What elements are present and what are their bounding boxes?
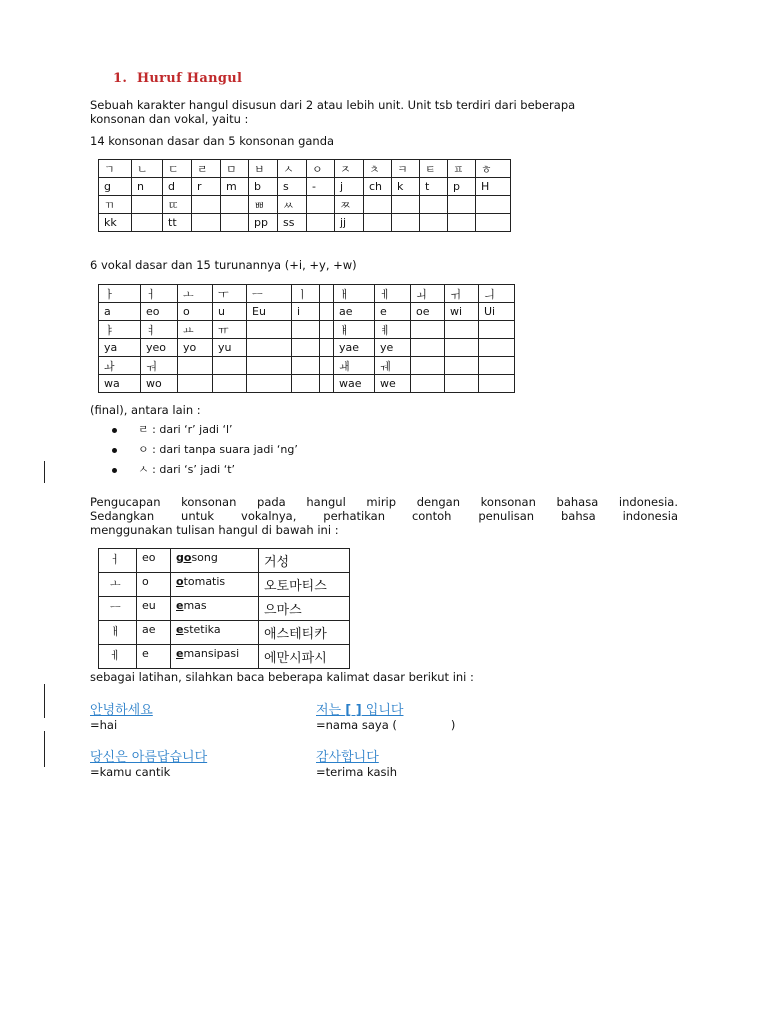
final-caption: (final), antara lain :	[90, 403, 201, 417]
table-cell: ㅇ	[307, 160, 335, 178]
phrase-hello-meaning: =hai	[90, 718, 118, 732]
table-row	[99, 214, 511, 232]
consonant-table	[98, 159, 511, 232]
table-cell: ㅖ	[375, 321, 411, 339]
vowel-caption: 6 vokal dasar dan 15 turunannya (+i, +y, +w)	[90, 258, 357, 272]
table-cell	[178, 375, 213, 393]
pron-line-1: Pengucapan konsonan pada hangul mirip dengan konsonan bahasa indonesia.	[90, 495, 678, 509]
table-cell: Ui	[479, 303, 515, 321]
table-cell	[178, 357, 213, 375]
table-cell: ㅉ	[335, 196, 364, 214]
table-cell: tt	[163, 214, 192, 232]
phrase-thanks-meaning: =terima kasih	[316, 765, 398, 779]
table-cell	[420, 214, 448, 232]
table-cell: ㅆ	[278, 196, 307, 214]
table-row	[99, 645, 350, 669]
table-cell	[307, 214, 335, 232]
table-cell: ya	[99, 339, 141, 357]
table-cell: ㅔ	[375, 285, 411, 303]
table-cell	[476, 214, 511, 232]
table-cell: ㅝ	[141, 357, 178, 375]
table-cell: ㄲ	[99, 196, 132, 214]
table-row	[99, 549, 350, 573]
intro-paragraph	[90, 98, 678, 126]
table-cell: jj	[335, 214, 364, 232]
table-cell: wi	[445, 303, 479, 321]
table-cell: ㅡ	[247, 285, 292, 303]
roman-cell: ae	[137, 621, 171, 645]
practice-caption: sebagai latihan, silahkan baca beberapa kalimat dasar berikut ini :	[90, 670, 474, 684]
list-item: ㅅ : dari ‘s’ jadi ‘t’	[112, 460, 298, 480]
table-cell: wo	[141, 375, 178, 393]
hangul-cell: 거성	[259, 549, 350, 573]
table-cell: ㅠ	[213, 321, 247, 339]
table-cell	[411, 321, 445, 339]
table-row	[99, 357, 515, 375]
table-cell	[320, 339, 334, 357]
table-cell	[247, 375, 292, 393]
bullet-icon	[112, 428, 117, 433]
table-row	[99, 303, 515, 321]
table-cell: ye	[375, 339, 411, 357]
table-cell: Eu	[247, 303, 292, 321]
table-row	[99, 196, 511, 214]
table-cell	[479, 357, 515, 375]
table-cell: ㄹ	[192, 160, 221, 178]
list-item: ㄹ : dari ‘r’ jadi ‘l’	[112, 420, 298, 440]
table-cell	[411, 375, 445, 393]
table-cell: t	[420, 178, 448, 196]
table-cell: ㅑ	[99, 321, 141, 339]
vowel-cell: ㅡ	[99, 597, 137, 621]
table-cell	[213, 375, 247, 393]
table-cell	[445, 339, 479, 357]
vowel-cell: ㅔ	[99, 645, 137, 669]
phrase-thanks-link[interactable]: 감사합니다	[316, 750, 379, 765]
table-cell	[448, 196, 476, 214]
table-cell: o	[178, 303, 213, 321]
table-cell: ㅌ	[420, 160, 448, 178]
table-row	[99, 178, 511, 196]
table-row	[99, 375, 515, 393]
table-cell	[292, 321, 320, 339]
table-cell	[479, 375, 515, 393]
table-cell	[320, 285, 334, 303]
table-cell: ㅃ	[249, 196, 278, 214]
vowel-cell: ㅓ	[99, 549, 137, 573]
table-cell	[420, 196, 448, 214]
pron-line-2: Sedangkan untuk vokalnya, perhatikan contoh penulisan bahsa indonesia	[90, 509, 678, 523]
table-cell	[479, 321, 515, 339]
table-row	[99, 339, 515, 357]
table-cell: ae	[334, 303, 375, 321]
table-cell	[192, 196, 221, 214]
table-cell: ㄱ	[99, 160, 132, 178]
table-row	[99, 597, 350, 621]
heading-title: Huruf Hangul	[136, 71, 243, 86]
table-cell	[247, 339, 292, 357]
table-cell: ㅟ	[445, 285, 479, 303]
table-cell: eo	[141, 303, 178, 321]
word-cell: emansipasi	[171, 645, 259, 669]
table-cell: yae	[334, 339, 375, 357]
table-cell	[411, 339, 445, 357]
heading-number: 1.	[113, 71, 128, 86]
table-cell: ㅋ	[392, 160, 420, 178]
pron-line-3: menggunakan tulisan hangul di bawah ini :	[90, 523, 339, 537]
table-cell: ss	[278, 214, 307, 232]
table-cell: ㅙ	[334, 357, 375, 375]
example-table	[98, 548, 350, 669]
intro-line-1: Sebuah karakter hangul disusun dari 2 atau lebih unit. Unit tsb terdiri dari beberapa	[90, 98, 576, 112]
bullet-icon	[112, 468, 117, 473]
table-cell: r	[192, 178, 221, 196]
table-cell: ㄴ	[132, 160, 163, 178]
table-cell: kk	[99, 214, 132, 232]
table-cell: b	[249, 178, 278, 196]
word-cell: otomatis	[171, 573, 259, 597]
table-cell: H	[476, 178, 511, 196]
table-cell: wae	[334, 375, 375, 393]
table-cell	[292, 357, 320, 375]
table-cell: ㅘ	[99, 357, 141, 375]
table-cell	[132, 214, 163, 232]
table-cell: wa	[99, 375, 141, 393]
table-cell: n	[132, 178, 163, 196]
table-cell: ch	[364, 178, 392, 196]
consonant-caption: 14 konsonan dasar dan 5 konsonan ganda	[90, 134, 335, 148]
table-cell	[392, 196, 420, 214]
word-cell: gosong	[171, 549, 259, 573]
bullet-icon	[112, 448, 117, 453]
table-cell	[445, 375, 479, 393]
table-cell: s	[278, 178, 307, 196]
phrase-hello-link[interactable]: 안녕하세요	[90, 703, 153, 718]
table-cell	[221, 214, 249, 232]
section-heading	[113, 71, 242, 86]
table-row	[99, 160, 511, 178]
table-cell: ㅁ	[221, 160, 249, 178]
table-cell: ㅒ	[334, 321, 375, 339]
final-consonant-list	[112, 420, 298, 480]
table-row	[99, 621, 350, 645]
table-cell	[292, 375, 320, 393]
list-item: ㅇ : dari tanpa suara jadi ‘ng’	[112, 440, 298, 460]
table-cell	[448, 214, 476, 232]
table-cell: ㅎ	[476, 160, 511, 178]
table-cell: ㅗ	[178, 285, 213, 303]
margin-change-bar	[44, 461, 45, 483]
table-cell	[307, 196, 335, 214]
phrase-beautiful-meaning: =kamu cantik	[90, 765, 171, 779]
table-cell: ㅣ	[292, 285, 320, 303]
table-row	[99, 285, 515, 303]
table-cell: yu	[213, 339, 247, 357]
table-cell: ㄷ	[163, 160, 192, 178]
table-cell	[476, 196, 511, 214]
phrase-name-meaning: =nama saya ( )	[316, 718, 456, 732]
table-cell: we	[375, 375, 411, 393]
table-cell	[132, 196, 163, 214]
table-cell: j	[335, 178, 364, 196]
vowel-table	[98, 284, 515, 393]
table-cell: ㅓ	[141, 285, 178, 303]
table-cell: ㅕ	[141, 321, 178, 339]
table-cell: oe	[411, 303, 445, 321]
table-cell	[292, 339, 320, 357]
table-cell	[320, 375, 334, 393]
table-cell: ㅍ	[448, 160, 476, 178]
hangul-cell: 애스테티카	[259, 621, 350, 645]
table-cell: ㅏ	[99, 285, 141, 303]
margin-change-bar	[44, 684, 45, 718]
table-cell	[247, 357, 292, 375]
table-cell: k	[392, 178, 420, 196]
roman-cell: eu	[137, 597, 171, 621]
table-cell	[247, 321, 292, 339]
word-cell: emas	[171, 597, 259, 621]
table-cell: ㄸ	[163, 196, 192, 214]
table-cell	[320, 321, 334, 339]
table-cell	[392, 214, 420, 232]
table-cell: d	[163, 178, 192, 196]
hangul-cell: 오토마티스	[259, 573, 350, 597]
table-cell: ㅈ	[335, 160, 364, 178]
table-cell: ㅜ	[213, 285, 247, 303]
table-cell	[192, 214, 221, 232]
table-cell	[445, 321, 479, 339]
table-cell	[445, 357, 479, 375]
roman-cell: e	[137, 645, 171, 669]
table-cell	[213, 357, 247, 375]
table-cell	[479, 339, 515, 357]
table-cell: -	[307, 178, 335, 196]
table-cell: ㅅ	[278, 160, 307, 178]
table-cell	[320, 303, 334, 321]
table-cell	[364, 196, 392, 214]
table-cell: ㅞ	[375, 357, 411, 375]
phrase-beautiful-link[interactable]: 당신은 아름답습니다	[90, 750, 208, 765]
table-cell: u	[213, 303, 247, 321]
table-cell: pp	[249, 214, 278, 232]
table-cell: e	[375, 303, 411, 321]
table-cell: ㅐ	[334, 285, 375, 303]
hangul-cell: 에만시파시	[259, 645, 350, 669]
vowel-cell: ㅗ	[99, 573, 137, 597]
table-cell: m	[221, 178, 249, 196]
roman-cell: o	[137, 573, 171, 597]
vowel-cell: ㅐ	[99, 621, 137, 645]
table-cell: ㅢ	[479, 285, 515, 303]
roman-cell: eo	[137, 549, 171, 573]
table-cell	[320, 357, 334, 375]
table-row	[99, 573, 350, 597]
table-cell: p	[448, 178, 476, 196]
hangul-cell: 으마스	[259, 597, 350, 621]
table-cell: ㅚ	[411, 285, 445, 303]
margin-change-bar	[44, 731, 45, 767]
table-cell	[411, 357, 445, 375]
table-cell: ㅊ	[364, 160, 392, 178]
table-cell	[221, 196, 249, 214]
table-row	[99, 321, 515, 339]
table-cell	[364, 214, 392, 232]
table-cell: ㅛ	[178, 321, 213, 339]
table-cell: yeo	[141, 339, 178, 357]
intro-line-2: konsonan dan vokal, yaitu :	[90, 112, 249, 126]
pronunciation-paragraph	[90, 495, 678, 537]
table-cell: a	[99, 303, 141, 321]
table-cell: ㅂ	[249, 160, 278, 178]
table-cell: yo	[178, 339, 213, 357]
table-cell: g	[99, 178, 132, 196]
phrase-name-link[interactable]: 저는 [ ] 입니다	[316, 703, 404, 718]
table-cell: i	[292, 303, 320, 321]
word-cell: estetika	[171, 621, 259, 645]
